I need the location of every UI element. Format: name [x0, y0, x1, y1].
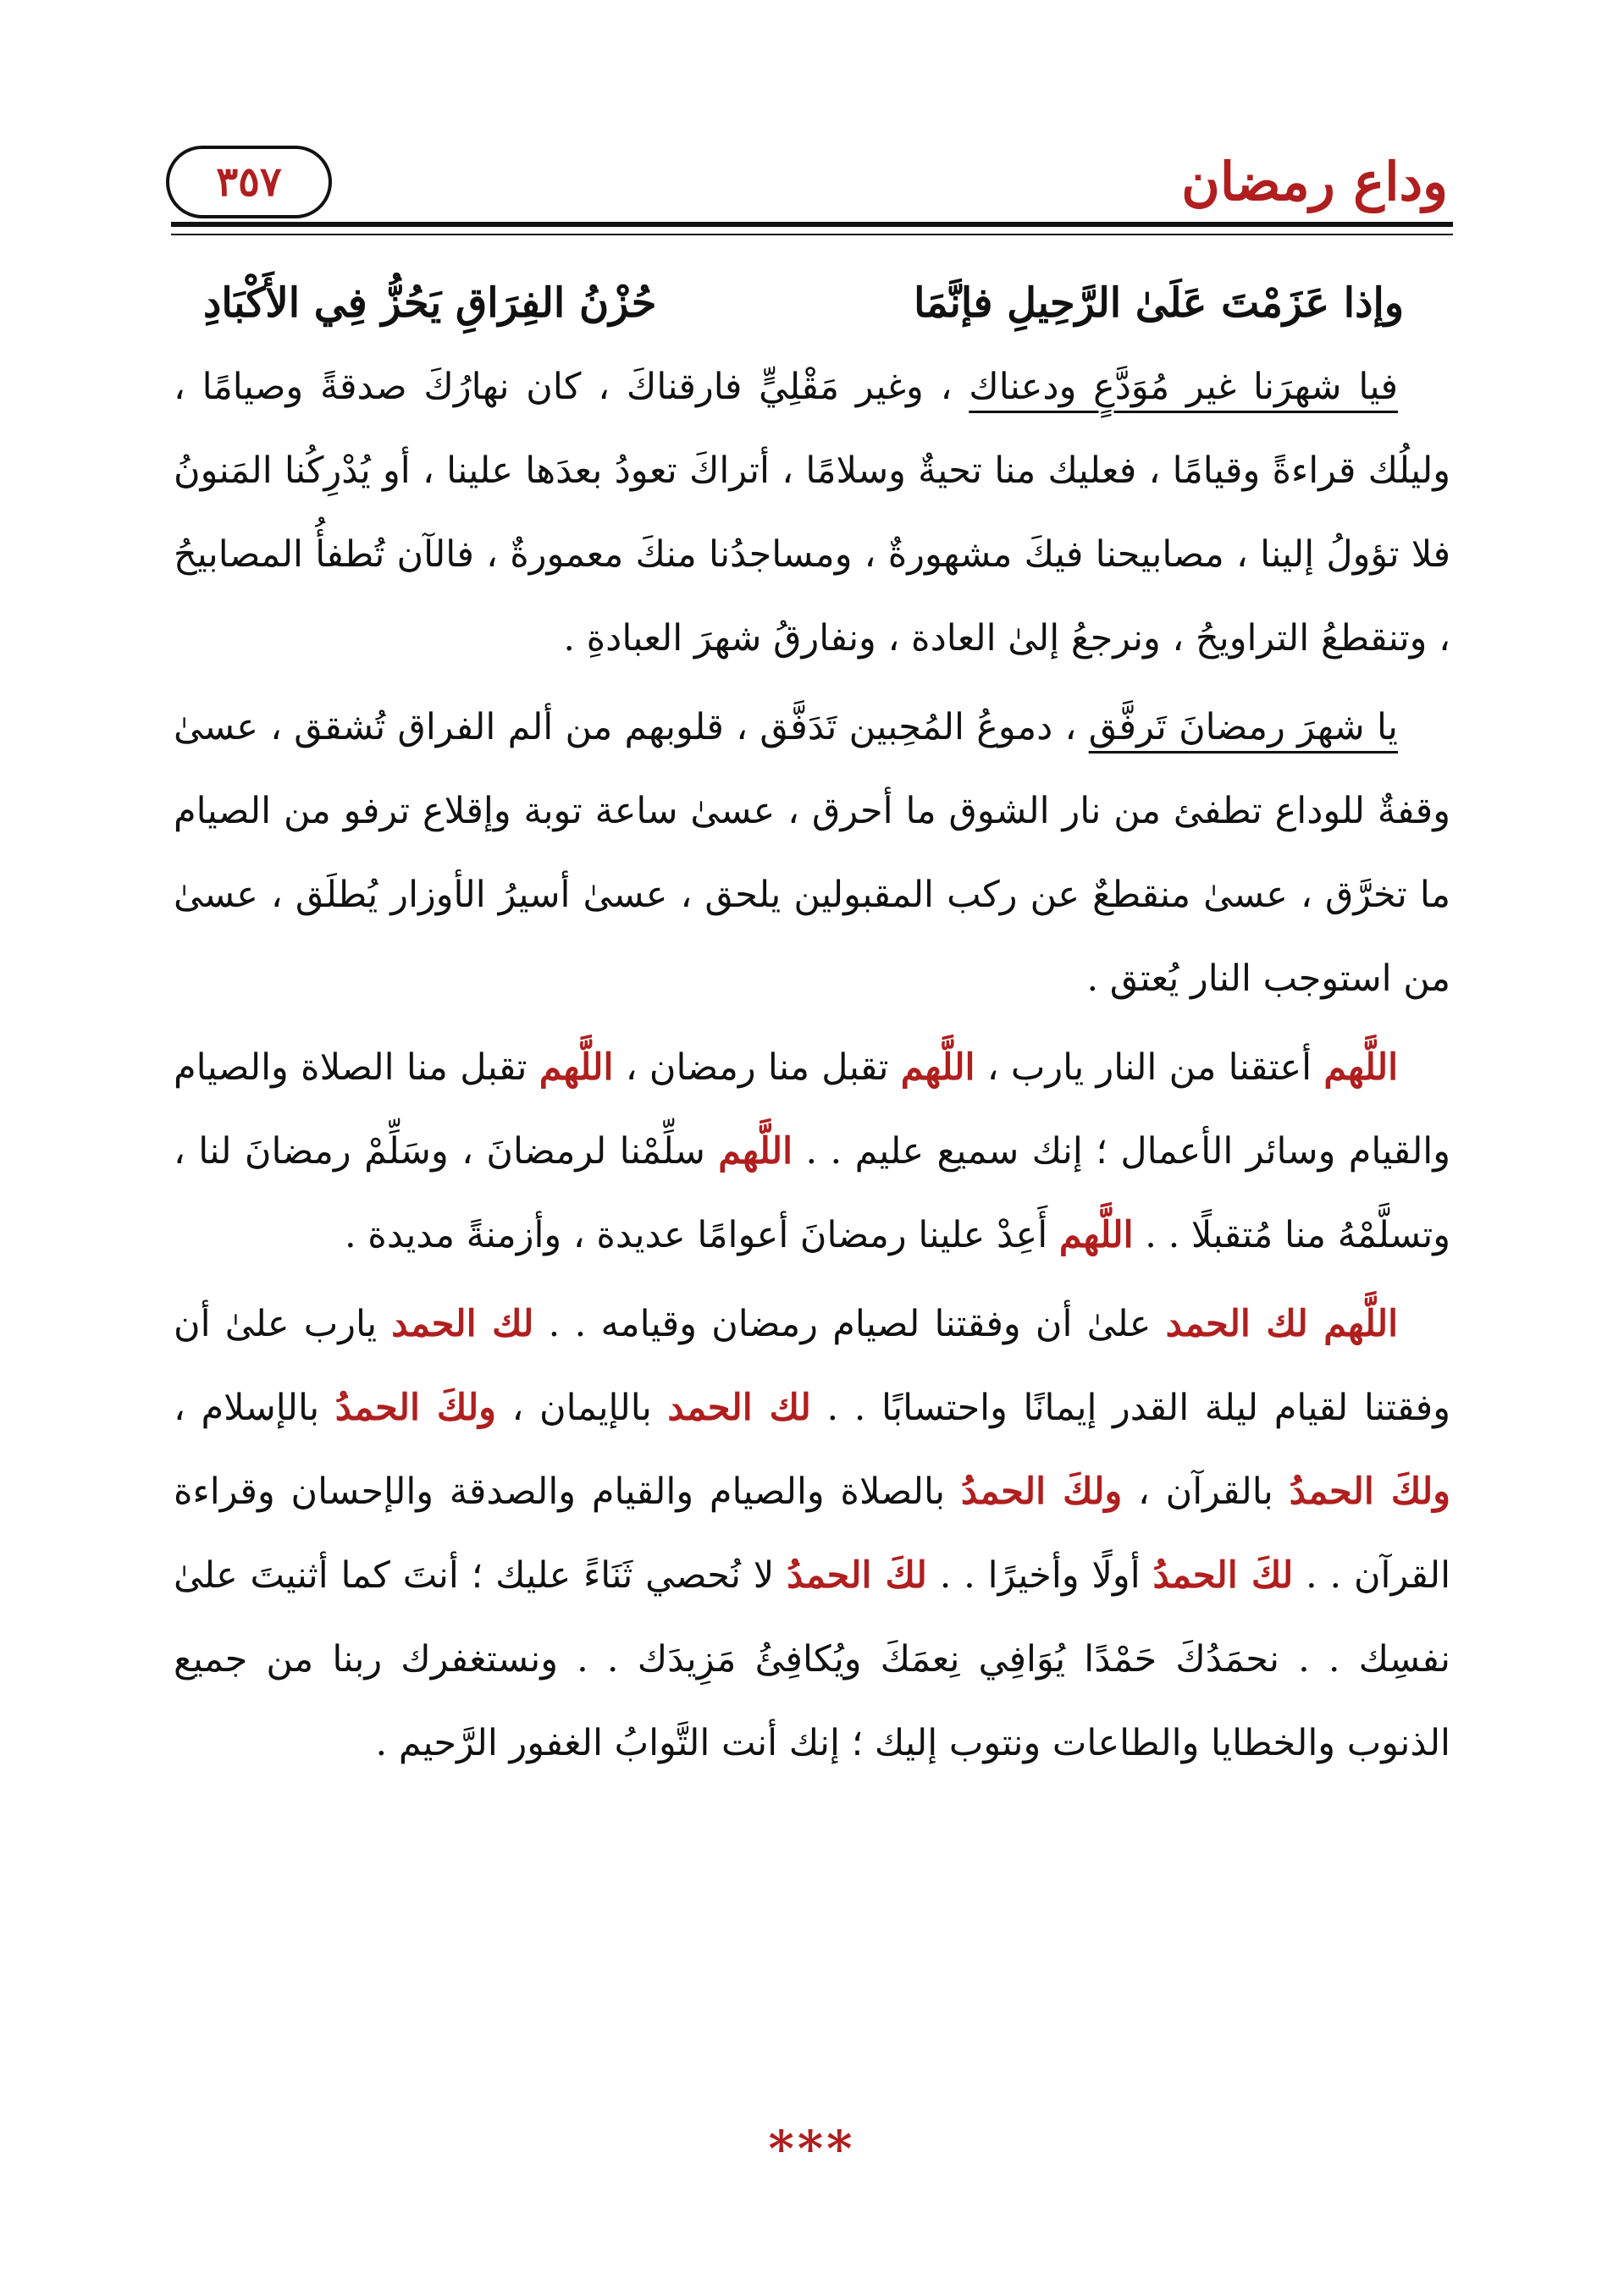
text-segment: أعتقنا من النار يارب ،	[986, 1046, 1312, 1089]
text-segment: تقبل منا الصلاة والصيام والقيام وسائر الأعمال ؛ إنك سميع عليم . .	[174, 1046, 1451, 1173]
paragraph-praise	[174, 1283, 1450, 1785]
highlight-praise: لك الحمد	[667, 1387, 811, 1429]
paragraph-farewell	[174, 345, 1450, 681]
text-segment: علىٰ أن وفقتنا لصيام رمضان وقيامه . .	[548, 1303, 1152, 1345]
highlight-allahumma: اللَّهم	[539, 1046, 614, 1089]
header-rule-thin	[171, 234, 1453, 235]
highlight-praise: لكَ الحمدُ	[1152, 1554, 1294, 1597]
highlight-allahumma: اللَّهم	[1323, 1046, 1399, 1089]
section-divider-stars: ***	[768, 2120, 856, 2177]
text-segment: أولًا وأخيرًا . .	[939, 1554, 1141, 1597]
highlight-praise: ولكَ الحمدُ	[1289, 1471, 1450, 1513]
paragraph-text: ، وغير مَقْلِيٍّ فارقناكَ ، كان نهارُكَ صدقةً وصيامًا ، وليلُك قراءةً وقيامًا ، فعليك منا تحيةٌ وسلامًا ، أتراكَ تعودُ بعدَها علينا ، أو يُدْرِكُنا المَنونُ فلا تؤولُ إلينا ، مصابيحنا فيكَ مشهورةٌ ، ومساجدُنا منكَ معمورةٌ ، فالآن تُطفأُ المصابيحُ ، وتنقطعُ التراويحُ ، ونرجعُ إلىٰ العادة ، ونفارقُ شهرَ العبادةِ .	[174, 366, 1450, 660]
highlight-allahumma: اللَّهم	[1058, 1214, 1134, 1256]
highlight-praise: ولكَ الحمدُ	[334, 1387, 496, 1429]
text-segment: يارب علىٰ أن وفقتنا لقيام ليلة القدر إيمانًا واحتسابًا . .	[174, 1303, 1451, 1429]
underlined-opening: فيا شهرَنا غير مُوَدَّعٍ ودعناك	[969, 366, 1399, 408]
header-rule-thick	[171, 222, 1453, 227]
text-segment: تقبل منا رمضان ،	[625, 1046, 889, 1089]
text-segment: بالصلاة والصيام والقيام والصدقة والإحسان وقراءة القرآن . .	[174, 1471, 1451, 1597]
paragraph-text: ، دموعُ المُحِبين تَدَفَّق ، قلوبهم من ألم الفراق تُشقق ، عسىٰ وقفةٌ للوداع تطفئ من نار الشوق ما أحرق ، عسىٰ ساعة توبة وإقلاع ترفو من الصيام ما تخرَّق ، عسىٰ منقطعٌ عن ركب المقبولين يلحق ، عسىٰ أسيرُ الأوزار يُطلَق ، عسىٰ من استوجب النار يُعتق .	[174, 706, 1450, 1000]
text-segment: لا نُحصي ثَنَاءً عليك ؛ أنتَ كما أثنيتَ علىٰ نفسِك . . نحمَدُكَ حَمْدًا يُوَافِي نِعمَكَ ويُكافِئُ مَزِيدَك . . ونستغفرك ربنا من جميع الذنوب والخطايا والطاعات ونتوب إليك ؛ إنك أنت التَّوابُ الغفور الرَّحيم .	[174, 1554, 1450, 1764]
text-segment: سلِّمْنا لرمضانَ ، وسَلِّمْ رمضانَ لنا ، وتسلَّمْهُ منا مُتقبلًا . .	[174, 1130, 1450, 1256]
highlight-praise: لك الحمد	[391, 1303, 534, 1345]
highlight-praise: لكَ الحمدُ	[787, 1554, 927, 1597]
text-segment: بالإيمان ،	[511, 1387, 652, 1429]
page-number-badge	[166, 146, 332, 218]
highlight-praise: اللَّهم لك الحمد	[1165, 1303, 1399, 1345]
poem-verse	[203, 261, 1404, 345]
text-segment: بالقرآن ،	[1138, 1471, 1273, 1513]
chapter-title: وداع رمضان	[1181, 151, 1448, 212]
underlined-opening: يا شهرَ رمضانَ تَرفَّق	[1088, 706, 1399, 748]
paragraph-plea	[174, 686, 1450, 1021]
highlight-praise: ولكَ الحمدُ	[960, 1471, 1123, 1513]
highlight-allahumma: اللَّهم	[900, 1046, 975, 1089]
text-segment: أَعِدْ علينا رمضانَ أعوامًا عديدة ، وأزمنةً مديدة .	[344, 1214, 1048, 1256]
paragraph-supplication	[174, 1026, 1450, 1278]
text-segment: بالإسلام ،	[174, 1387, 320, 1429]
highlight-allahumma: اللَّهم	[718, 1130, 793, 1173]
verse-first-hemistich: وإذا عَزَمْتَ عَلَىٰ الرَّحِيلِ فإنَّمَا	[914, 279, 1404, 327]
verse-second-hemistich: حُزْنُ الفِرَاقِ يَحُزُّ فِي الأَكْبَادِ	[203, 279, 657, 327]
page-content	[174, 345, 1450, 1791]
page-number: ٣٥٧	[216, 158, 282, 206]
